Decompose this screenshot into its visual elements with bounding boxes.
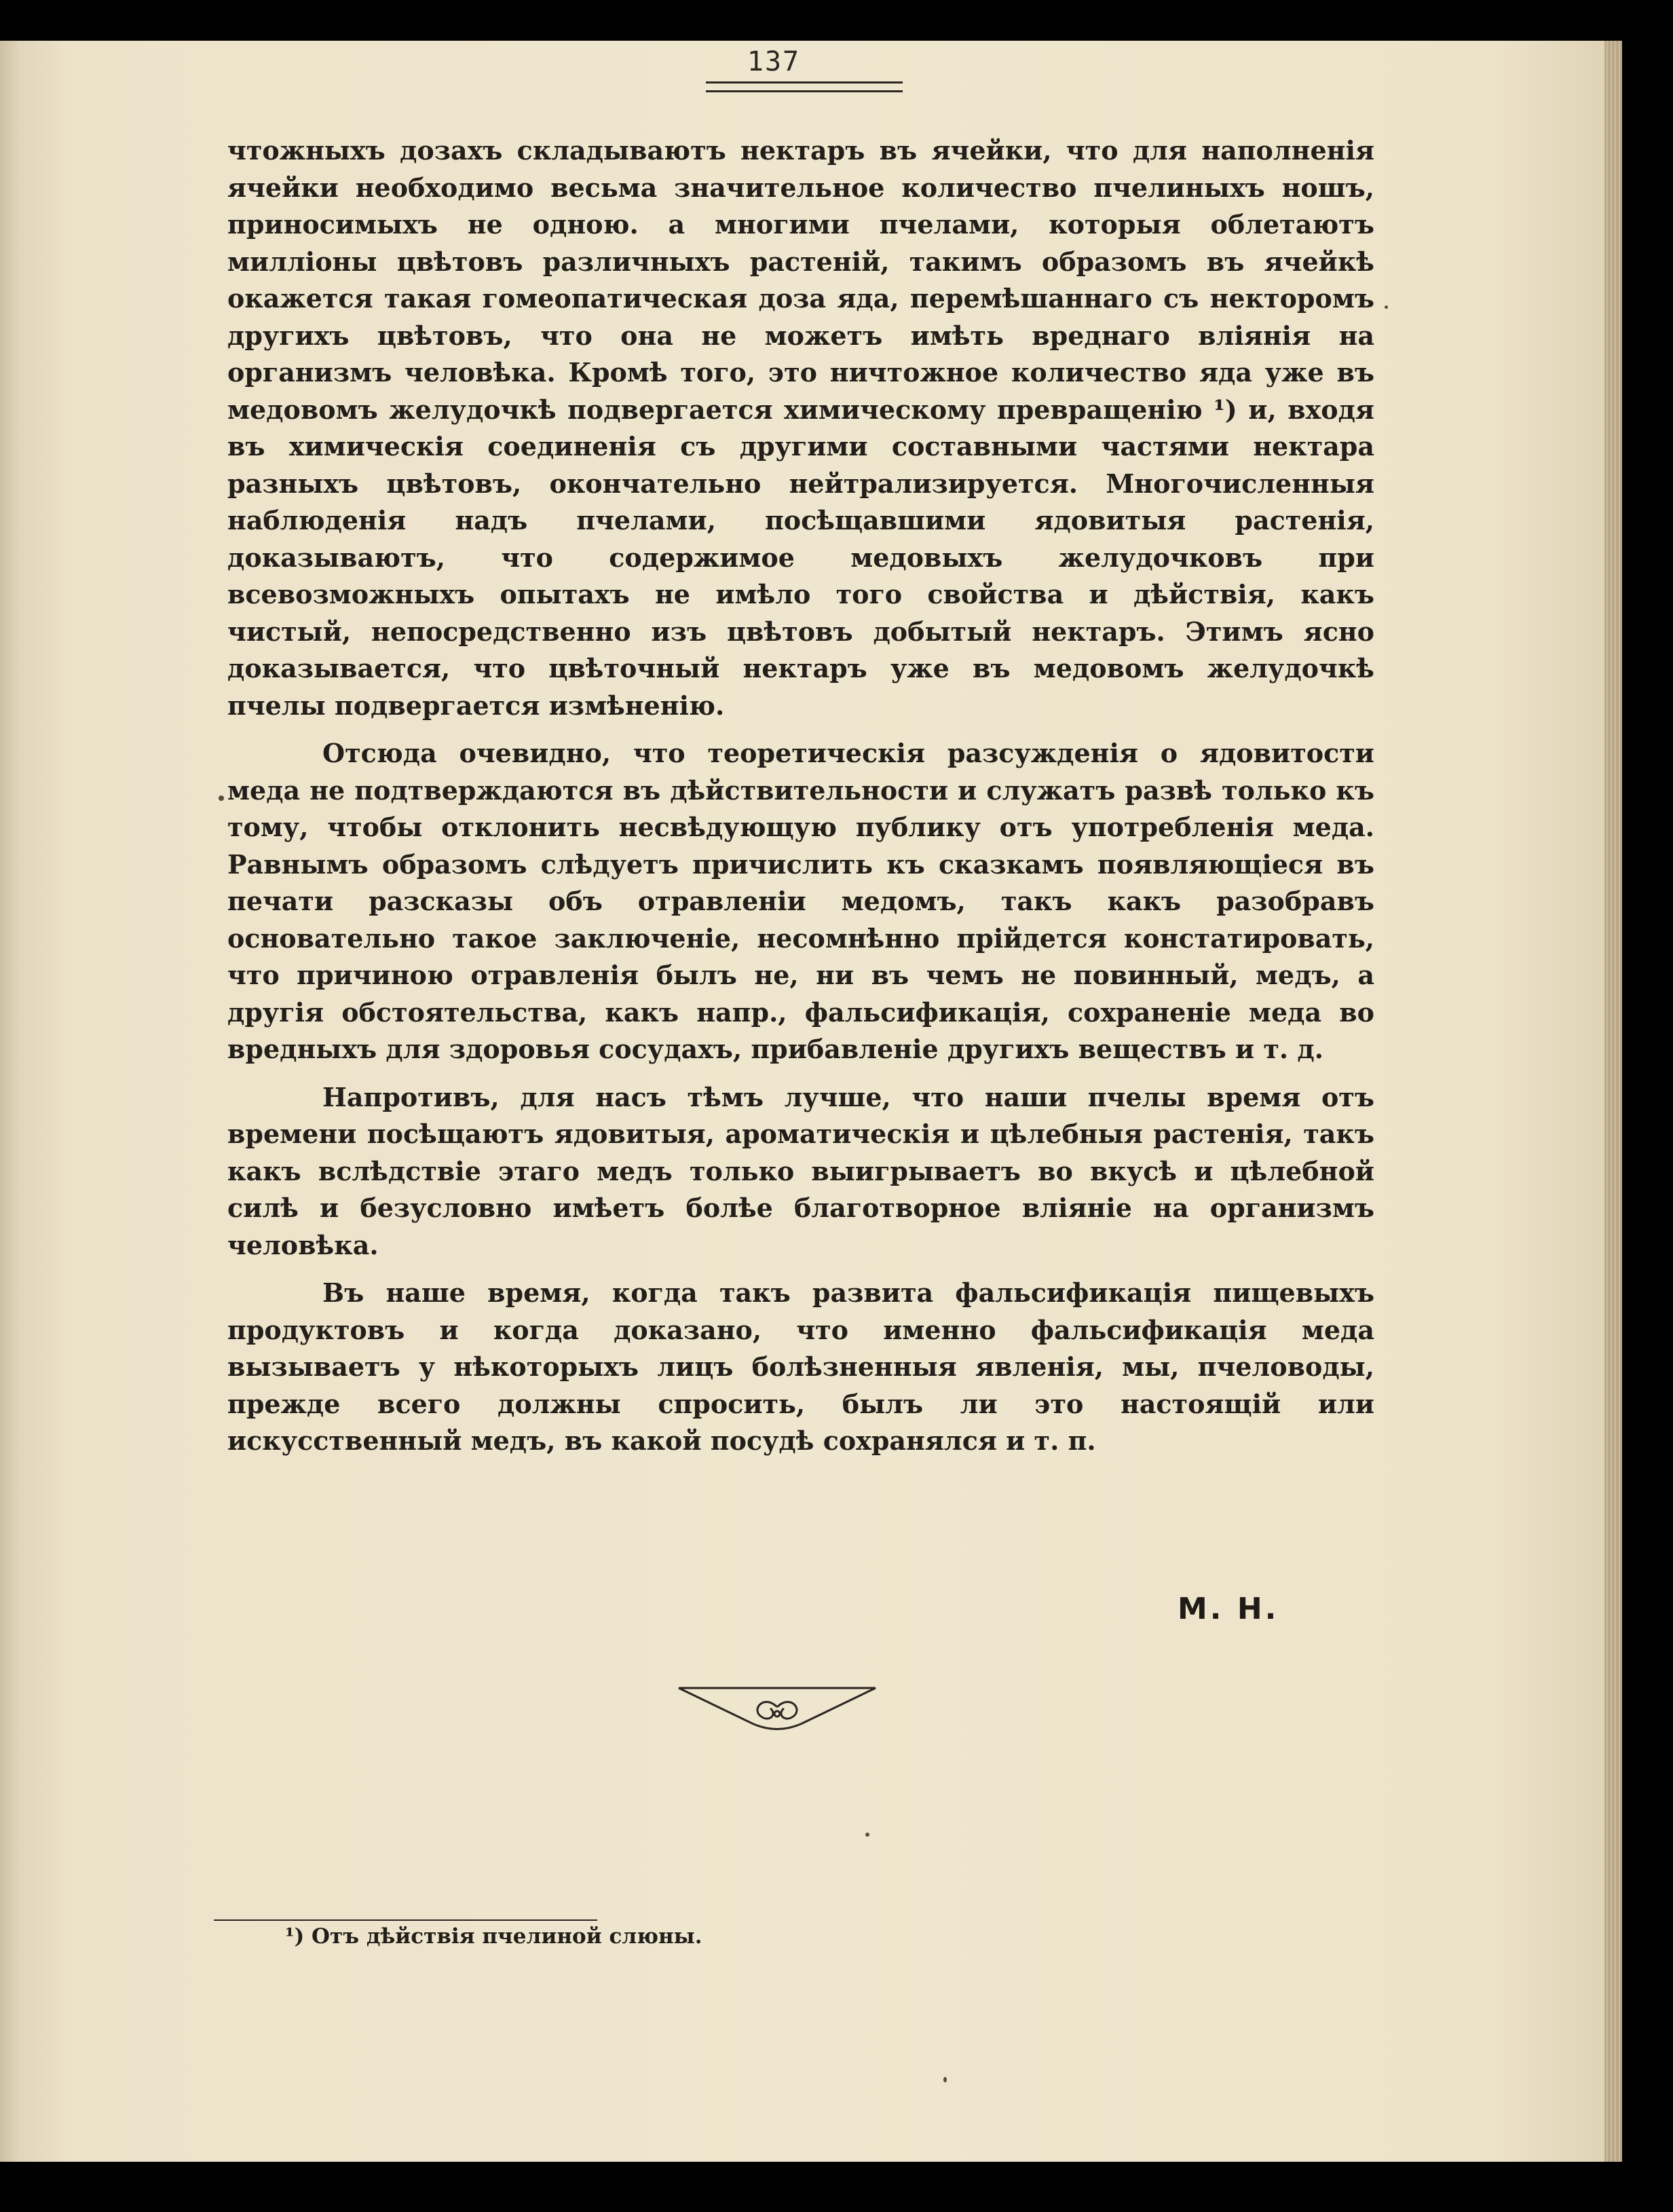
paper-speck: [1385, 305, 1388, 309]
article-body: [227, 132, 1374, 1471]
footnote: ¹) Отъ дѣйствія пчелиной слюны.: [285, 1924, 702, 1949]
page-number: 137: [747, 46, 801, 77]
paragraph-1: чтожныхъ дозахъ складываютъ нектаръ въ ячейки, что для наполненія ячейки необходимо весьма значительное количество пчелиныхъ ношъ, приносимыхъ не одною. а многими пчелами, которыя облетаютъ милліоны цвѣтовъ различныхъ растеній, такимъ образомъ въ ячейкѣ окажется такая гомеопатическая доза яда, перемѣшаннаго съ некторомъ другихъ цвѣтовъ, что она не можетъ имѣть вреднаго вліянія на организмъ человѣка. Кромѣ того, это ничтожное количество яда уже въ медовомъ желудочкѣ подвергается химическому превращенію ¹) и, входя въ химическія соединенія съ другими составными частями нектара разныхъ цвѣтовъ, окончательно нейтрализируется. Многочисленныя наблюденія надъ пчелами, посѣщавшими ядовитыя растенія, доказываютъ, что содержимое медовыхъ желудочковъ при всевозможныхъ опытахъ не имѣло того свойства и дѣйствія, какъ чистый, непосредственно изъ цвѣтовъ добытый нектаръ. Этимъ ясно доказывается, что цвѣточный нектаръ уже въ медовомъ желудочкѣ пчелы подвергается измѣненію.: [227, 135, 1374, 721]
paragraph-4: Въ наше время, когда такъ развита фальсификація пищевыхъ продуктовъ и когда доказано, что именно фальсификація меда вызываетъ у нѣкоторыхъ лицъ болѣзненныя явленія, мы, пчеловоды, прежде всего должны спросить, былъ ли это настоящій или искусственный медъ, въ какой посудѣ сохранялся и т. п.: [227, 1277, 1374, 1456]
paper-speck: [219, 795, 224, 801]
footnote-rule: [214, 1919, 597, 1921]
ornament-divider: [675, 1680, 879, 1741]
paper-speck: [865, 1833, 869, 1837]
paper-speck: [943, 2077, 947, 2082]
paragraph-2: Отсюда очевидно, что теоретическія разсужденія о ядовитости меда не подтверждаются въ дѣйствительности и служатъ развѣ только къ тому, чтобы отклонить несвѣдующую публику отъ употребленія меда. Равнымъ образомъ слѣдуетъ причислить къ сказкамъ появляющіеся въ печати разсказы объ отравленіи медомъ, такъ какъ разобравъ основательно такое заключеніе, несомнѣнно прійдется констатировать, что причиною отравленія былъ не, ни въ чемъ не повинный, медъ, а другія обстоятельства, какъ напр., фальсификація, сохраненіе меда во вредныхъ для здоровья сосудахъ, прибавленіе другихъ веществъ и т. д.: [227, 738, 1374, 1064]
paragraph-3: Напротивъ, для насъ тѣмъ лучше, что наши пчелы время отъ времени посѣщаютъ ядовитыя, ароматическія и цѣлебныя растенія, такъ какъ вслѣдствіе этаго медъ только выигрываетъ во вкусѣ и цѣлебной силѣ и безусловно имѣетъ болѣе благотворное вліяніе на организмъ человѣка.: [227, 1081, 1374, 1260]
header-double-rule: [706, 81, 903, 92]
book-page: [0, 41, 1622, 2162]
author-signature: М. Н.: [1178, 1592, 1279, 1626]
page-edge: [1604, 41, 1622, 2162]
